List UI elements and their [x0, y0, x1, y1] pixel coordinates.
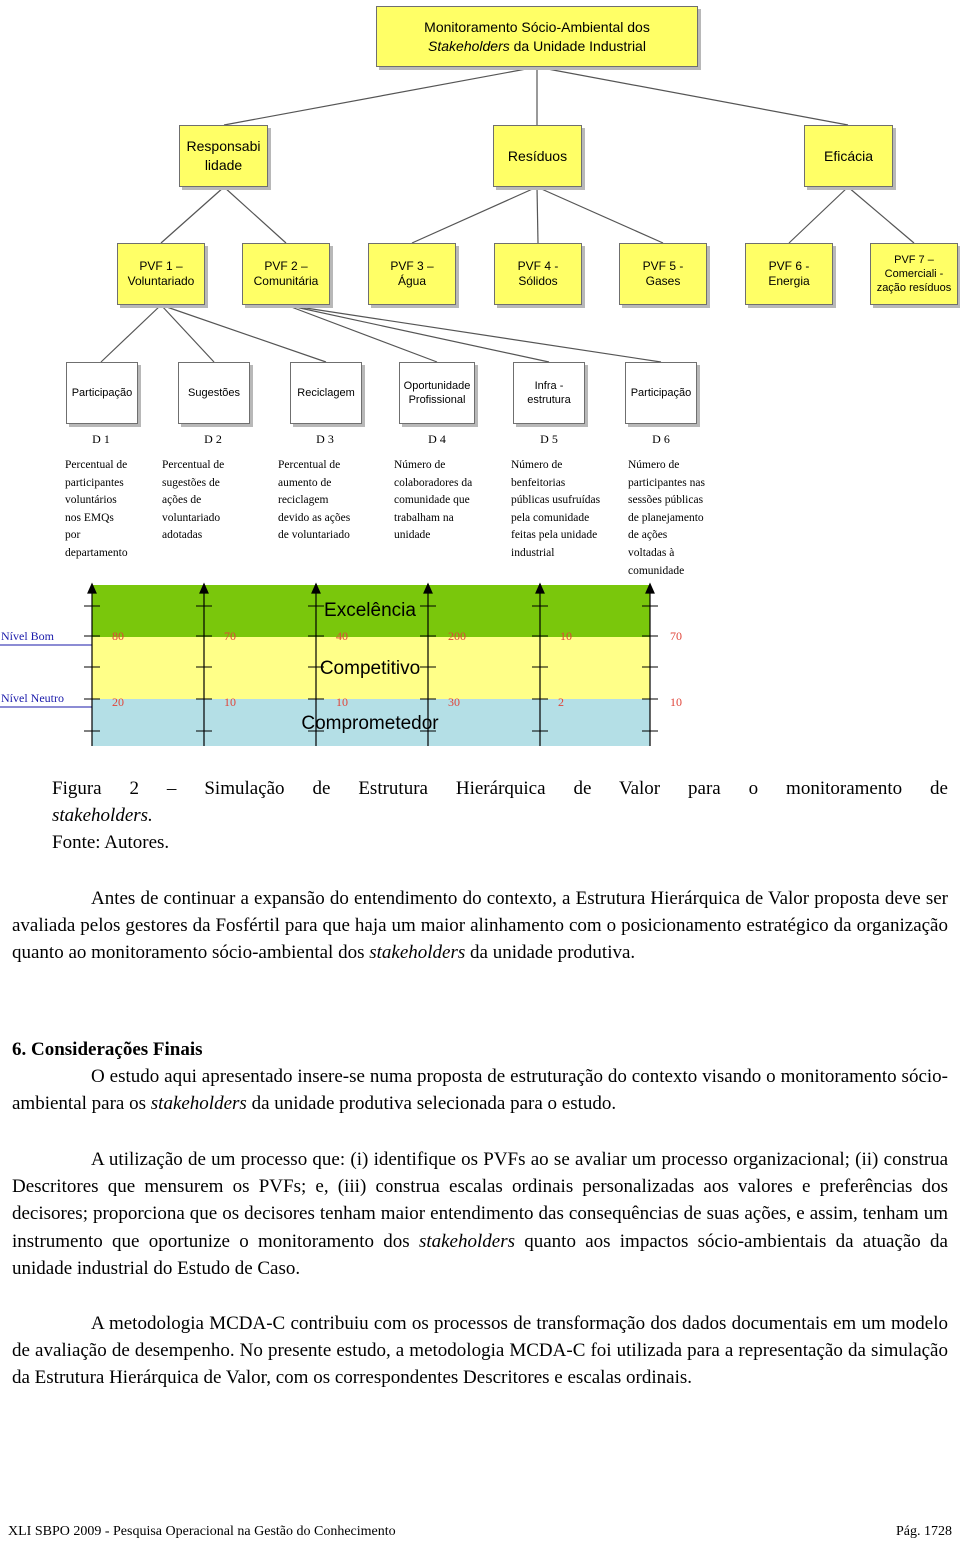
- pvf-box-7: PVF 7 – Comerciali - zação resíduos: [870, 243, 958, 305]
- descriptor-box-4: Oportunidade Profissional: [399, 362, 475, 424]
- descriptor-text-5: Número de benfeitorias públicas usufruídas pela comunidade feitas pela unidade industrial: [511, 459, 601, 559]
- descriptor-box-5: Infra - estrutura: [513, 362, 585, 424]
- paragraph-methodology: A metodologia MCDA-C contribuiu com os processos de transformação dos dados documentais em um modelo de avaliação de desempenho. No presente estudo, a metodologia MCDA-C foi utilizada para a representação da simulação da Estrutura Hierárquica de Valor, com os correspondentes Descritores e escalas ordinais.: [12, 1313, 948, 1389]
- descriptor-box-6: Participação: [625, 362, 697, 424]
- pvf-box-3: PVF 3 – Água: [368, 243, 456, 305]
- paragraph-evaluation: [12, 885, 948, 967]
- descriptor-code-4: D 4: [428, 432, 446, 446]
- paragraph-process: [12, 1146, 948, 1282]
- descriptor-box-3: Reciclagem: [290, 362, 362, 424]
- caption-line1: Figura 2 – Simulação de Estrutura Hierárquica de Valor para o monitoramento de: [52, 778, 948, 799]
- para1-text: Antes de continuar a expansão do entendimento do contexto, a Estrutura Hierárquica de Valor proposta deve ser avaliada pelos gestores da Fosfértil para que haja um maior alinhamento com o posicionamento estratégico da organização quanto ao monitoramento sócio-ambiental dos: [12, 888, 948, 964]
- section-heading: 6. Considerações Finais: [12, 1039, 203, 1060]
- neutral-value-d3: 10: [336, 695, 348, 709]
- footer-page-number: Pág. 1728: [896, 1524, 952, 1539]
- band-label-competitivo: Competitivo: [319, 658, 421, 679]
- pvf-box-6: PVF 6 - Energia: [745, 243, 833, 305]
- band-label-comprometedor: Comprometedor: [301, 713, 439, 734]
- footer-conference: XLI SBPO 2009 - Pesquisa Operacional na Gestão do Conhecimento: [8, 1524, 396, 1539]
- descriptor-text-4: Número de colaboradores da comunidade que trabalham na unidade: [394, 459, 473, 542]
- neutral-value-d6: 10: [670, 695, 682, 709]
- p2-text-end: quanto aos impactos sócio-ambientais da atuação da unidade industrial do Estudo de Caso.: [12, 1230, 948, 1279]
- caption-line2: stakeholders.: [52, 805, 153, 826]
- good-value-d4: 200: [448, 629, 466, 643]
- neutral-value-d2: 10: [224, 695, 236, 709]
- neutral-value-d1: 20: [112, 695, 124, 709]
- p1-text: O estudo aqui apresentado insere-se numa proposta de estruturação do contexto visando o monitoramento sócio-ambiental para os: [12, 1066, 948, 1115]
- good-value-d3: 40: [336, 629, 348, 643]
- value-tree-diagram: [0, 0, 960, 750]
- area-box-responsabilidade: Responsabi lidade: [179, 125, 268, 187]
- pvf-box-2: PVF 2 – Comunitária: [242, 243, 330, 305]
- good-value-d1: 80: [112, 629, 124, 643]
- neutral-value-d4: 30: [448, 695, 460, 709]
- root-line2: Stakeholders da Unidade Industrial: [428, 37, 646, 54]
- paragraph-study: [12, 1063, 948, 1117]
- band-label-excelencia: Excelência: [324, 600, 416, 621]
- neutral-value-d5: 2: [558, 695, 564, 709]
- root-line1: Monitoramento Sócio-Ambiental dos: [424, 18, 650, 35]
- p1-text-end: da unidade produtiva selecionada para o estudo.: [246, 1093, 617, 1115]
- pvf-box-4: PVF 4 - Sólidos: [494, 243, 582, 305]
- scale-axes: [0, 0, 960, 750]
- para1-italic: stakeholders: [369, 942, 466, 964]
- descriptor-code-1: D 1: [92, 432, 110, 446]
- pvf-box-1: PVF 1 – Voluntariado: [117, 243, 205, 305]
- area-box-residuos: Resíduos: [493, 125, 582, 187]
- good-value-d5: 10: [560, 629, 572, 643]
- para1-text-end: da unidade produtiva.: [465, 942, 636, 964]
- pvf-box-5: PVF 5 - Gases: [619, 243, 707, 305]
- p2-text: A utilização de um processo que: (i) identifique os PVFs ao se avaliar um processo organizacional; (ii) construa Descritores que mensurem os PVFs; e, (iii) construa escalas ordinais personalizadas aos valores e preferências dos decisores; proporciona que os decisores tenham maior entendimento das consequências de suas ações, e assim, tenham um instrumento que oportunize o monitoramento dos: [12, 1149, 948, 1252]
- level-good-label: Nível Bom: [1, 629, 54, 643]
- descriptor-box-1: Participação: [66, 362, 138, 424]
- descriptor-text-3: Percentual de aumento de reciclagem devido as ações de voluntariado: [278, 459, 351, 542]
- descriptor-code-5: D 5: [540, 432, 558, 446]
- descriptor-text-2: Percentual de sugestões de ações de voluntariado adotadas: [162, 459, 225, 542]
- descriptor-code-6: D 6: [652, 432, 670, 446]
- descriptor-code-2: D 2: [204, 432, 222, 446]
- descriptor-text-1: Percentual de participantes voluntários nos EMQs por departamento: [65, 459, 128, 559]
- p2-italic: stakeholders: [418, 1230, 515, 1252]
- good-value-d6: 70: [670, 629, 682, 643]
- good-value-d2: 70: [224, 629, 236, 643]
- figure-caption: [52, 775, 948, 856]
- caption-source: Fonte: Autores.: [52, 832, 170, 853]
- level-neutral-label: Nível Neutro: [1, 691, 64, 705]
- p1-italic: stakeholders: [150, 1093, 247, 1115]
- descriptor-text-6: Número de participantes nas sessões públicas de planejamento de ações voltadas à comunidade: [628, 459, 705, 577]
- area-box-eficacia: Eficácia: [804, 125, 893, 187]
- descriptor-box-2: Sugestões: [178, 362, 250, 424]
- descriptor-code-3: D 3: [316, 432, 334, 446]
